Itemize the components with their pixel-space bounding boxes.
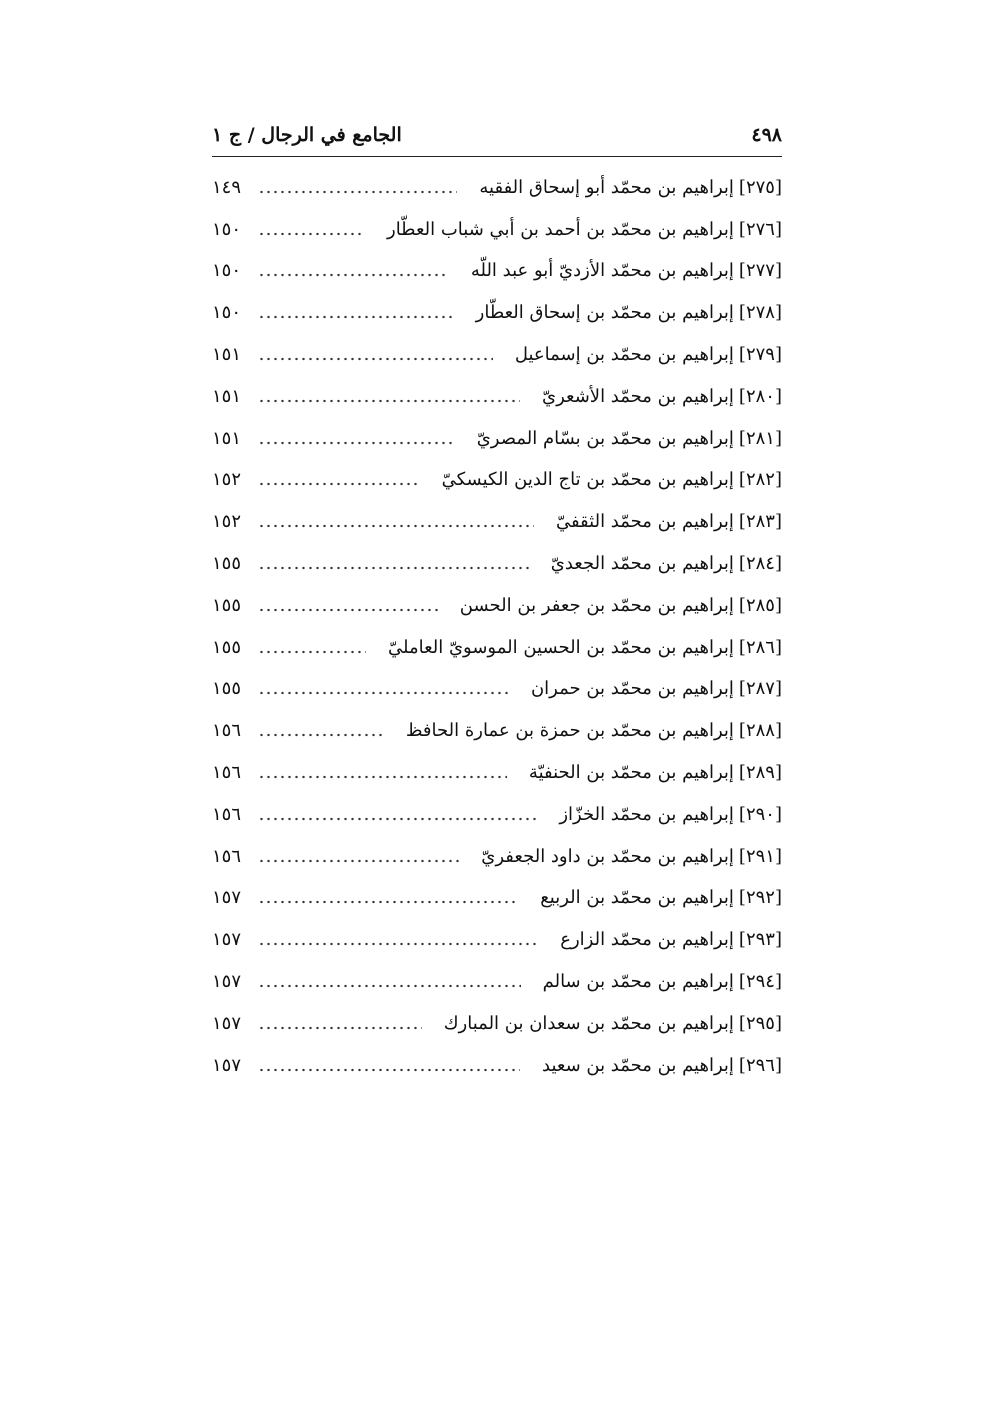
header-rule — [212, 156, 782, 157]
entry-title: إبراهيم بن محمّد أبو إسحاق الفقيه — [479, 176, 734, 198]
entry-title: إبراهيم بن محمّد بن الحنفيّة — [528, 762, 734, 784]
entry-number: [٢٧٦] — [738, 218, 782, 240]
entry-number: [٢٨٧] — [738, 678, 782, 700]
toc-entry — [212, 251, 782, 293]
dot-leader — [258, 1065, 520, 1075]
entry-number: [٢٩٦] — [738, 1054, 782, 1076]
entry-number: [٢٨٣] — [738, 511, 782, 533]
entry-title: إبراهيم بن محمّد بن إسماعيل — [514, 344, 734, 366]
entry-page: ١٥٦ — [212, 720, 242, 742]
entry-page: ١٥٢ — [212, 469, 242, 491]
running-header — [212, 118, 782, 152]
entry-number: [٢٧٩] — [738, 344, 782, 366]
entry-page: ١٥٧ — [212, 887, 242, 909]
entry-title: إبراهيم بن محمّد بن أحمد بن أبي شباب العطّار — [387, 218, 734, 240]
entry-number: [٢٩٤] — [738, 971, 782, 993]
toc-entry — [212, 460, 782, 502]
toc-entry — [212, 167, 782, 209]
entry-title: إبراهيم بن محمّد الأزديّ أبو عبد اللّه — [470, 260, 734, 282]
dot-leader — [258, 521, 534, 531]
entry-number: [٢٧٨] — [738, 302, 782, 324]
toc-entry — [212, 710, 782, 752]
entry-number: [٢٨٥] — [738, 594, 782, 616]
entry-number: [٢٨٨] — [738, 720, 782, 742]
dot-leader — [258, 270, 449, 280]
dot-leader — [258, 312, 454, 322]
entry-title: إبراهيم بن محمّد الجعديّ — [550, 553, 734, 575]
entry-title: إبراهيم بن محمّد الخزّاز — [559, 803, 734, 825]
table-of-contents — [212, 167, 782, 1087]
dot-leader — [258, 229, 365, 239]
entry-page: ١٥٦ — [212, 845, 242, 867]
entry-number: [٢٩٣] — [738, 929, 782, 951]
toc-entry — [212, 334, 782, 376]
toc-entry — [212, 669, 782, 711]
dot-leader — [258, 479, 420, 489]
entry-page: ١٤٩ — [212, 176, 242, 198]
entry-title: إبراهيم بن محمّد الأشعريّ — [542, 385, 734, 407]
entry-page: ١٥٧ — [212, 1054, 242, 1076]
toc-entry — [212, 585, 782, 627]
dot-leader — [258, 814, 537, 824]
entry-page: ١٥١ — [212, 427, 242, 449]
book-title: الجامع في الرجال / ج ١ — [212, 124, 402, 146]
dot-leader — [258, 981, 521, 991]
entry-number: [٢٩٥] — [738, 1012, 782, 1034]
entry-title: إبراهيم بن محمّد بن الحسين الموسويّ العامليّ — [387, 636, 734, 658]
entry-number: [٢٧٥] — [738, 176, 782, 198]
toc-entry — [212, 836, 782, 878]
dot-leader — [258, 772, 507, 782]
toc-entry — [212, 292, 782, 334]
entry-title: إبراهيم بن محمّد بن الربيع — [540, 887, 734, 909]
toc-entry — [212, 627, 782, 669]
entry-number: [٢٨٦] — [738, 636, 782, 658]
entry-title: إبراهيم بن محمّد بن بسّام المصريّ — [476, 427, 734, 449]
entry-page: ١٥٧ — [212, 1012, 242, 1034]
toc-entry — [212, 376, 782, 418]
toc-entry — [212, 501, 782, 543]
entry-page: ١٥٠ — [212, 218, 242, 240]
dot-leader — [258, 856, 459, 866]
dot-leader — [258, 438, 455, 448]
entry-title: إبراهيم بن محمّد بن حمران — [530, 678, 734, 700]
toc-entry — [212, 919, 782, 961]
entry-number: [٢٩٢] — [738, 887, 782, 909]
dot-leader — [258, 354, 493, 364]
entry-title: إبراهيم بن محمّد بن سعدان بن المبارك — [443, 1012, 734, 1034]
entry-page: ١٥١ — [212, 385, 242, 407]
entry-page: ١٥٦ — [212, 762, 242, 784]
entry-title: إبراهيم بن محمّد الزارع — [560, 929, 734, 951]
entry-page: ١٥٠ — [212, 302, 242, 324]
entry-number: [٢٨١] — [738, 427, 782, 449]
entry-number: [٢٨٤] — [738, 553, 782, 575]
dot-leader — [258, 396, 520, 406]
entry-page: ١٥١ — [212, 344, 242, 366]
entry-title: إبراهيم بن محمّد بن حمزة بن عمارة الحافظ — [405, 720, 734, 742]
toc-entry — [212, 878, 782, 920]
toc-entry — [212, 209, 782, 251]
toc-entry — [212, 752, 782, 794]
entry-title: إبراهيم بن محمّد بن جعفر بن الحسن — [459, 594, 734, 616]
entry-number: [٢٨٢] — [738, 469, 782, 491]
dot-leader — [258, 563, 529, 573]
entry-title: إبراهيم بن محمّد بن إسحاق العطّار — [475, 302, 734, 324]
entry-title: إبراهيم بن محمّد بن سعيد — [542, 1054, 734, 1076]
toc-entry — [212, 961, 782, 1003]
entry-page: ١٥٦ — [212, 803, 242, 825]
dot-leader — [258, 1023, 422, 1033]
dot-leader — [258, 939, 538, 949]
entry-page: ١٥٧ — [212, 971, 242, 993]
dot-leader — [258, 647, 366, 657]
entry-title: إبراهيم بن محمّد بن تاج الدين الكيسكيّ — [441, 469, 734, 491]
entry-number: [٢٩١] — [738, 845, 782, 867]
dot-leader — [258, 605, 438, 615]
dot-leader — [258, 730, 384, 740]
entry-page: ١٥٠ — [212, 260, 242, 282]
dot-leader — [258, 897, 518, 907]
entry-number: [٢٧٧] — [738, 260, 782, 282]
entry-page: ١٥٢ — [212, 511, 242, 533]
entry-page: ١٥٥ — [212, 636, 242, 658]
entry-page: ١٥٥ — [212, 553, 242, 575]
entry-page: ١٥٥ — [212, 594, 242, 616]
toc-entry — [212, 794, 782, 836]
toc-entry — [212, 1003, 782, 1045]
entry-title: إبراهيم بن محمّد بن داود الجعفريّ — [481, 845, 734, 867]
entry-page: ١٥٧ — [212, 929, 242, 951]
toc-entry — [212, 1045, 782, 1087]
page-number: ٤٩٨ — [751, 124, 782, 146]
entry-title: إبراهيم بن محمّد الثقفيّ — [555, 511, 734, 533]
entry-page: ١٥٥ — [212, 678, 242, 700]
entry-number: [٢٨٠] — [738, 385, 782, 407]
toc-entry — [212, 418, 782, 460]
entry-number: [٢٨٩] — [738, 762, 782, 784]
entry-title: إبراهيم بن محمّد بن سالم — [542, 971, 734, 993]
dot-leader — [258, 688, 509, 698]
entry-number: [٢٩٠] — [738, 803, 782, 825]
dot-leader — [258, 187, 457, 197]
toc-entry — [212, 543, 782, 585]
